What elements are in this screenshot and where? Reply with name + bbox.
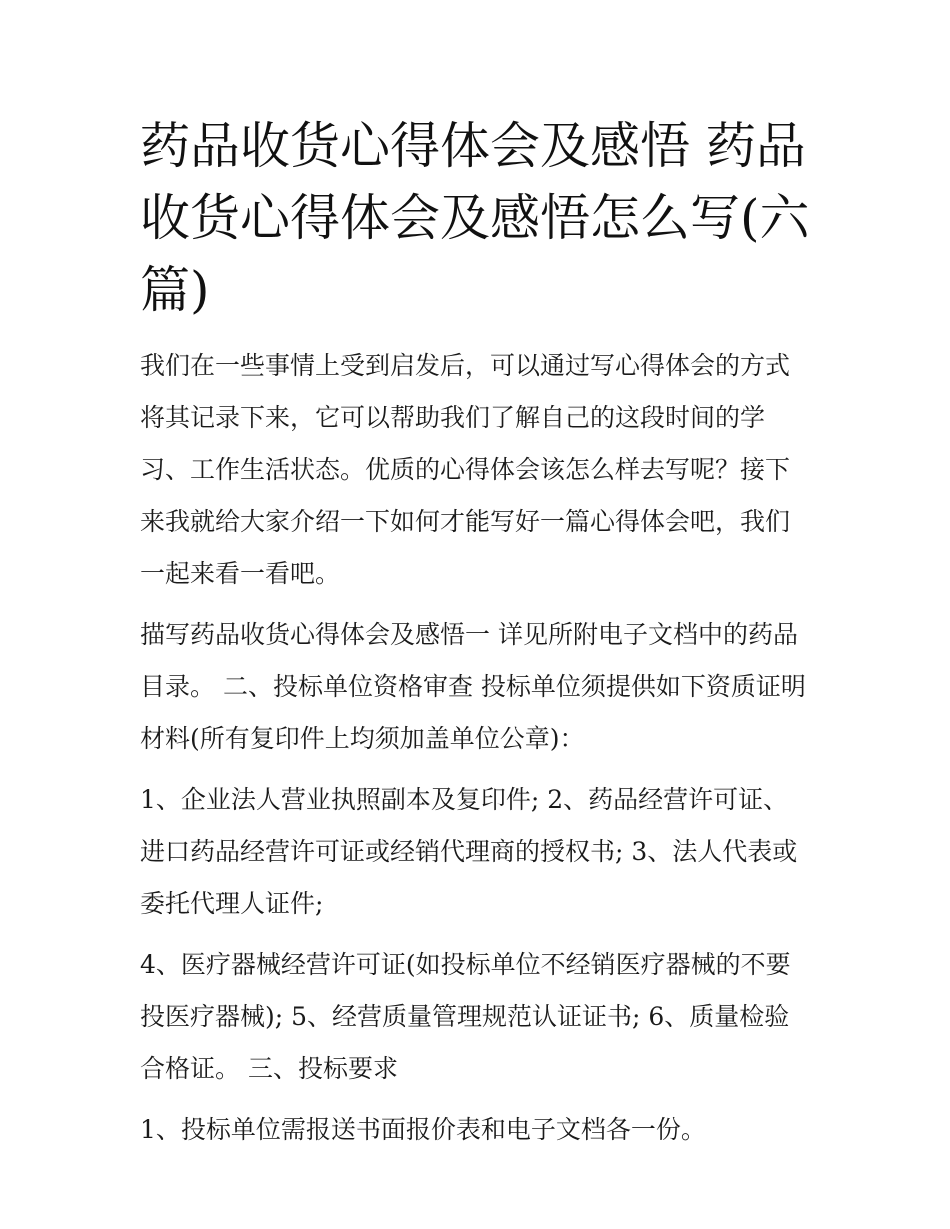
qualification-list-continued-paragraph: 4、医疗器械经营许可证(如投标单位不经销医疗器械的不要投医疗器械); 5、经营质量管理规范认证证书; 6、质量检验合格证。 三、投标要求 [140,950,791,1083]
qualification-list-paragraph: 1、企业法人营业执照副本及复印件; 2、药品经营许可证、进口药品经营许可证或经销代理商的授权书; 3、法人代表或委托代理人证件; [140,785,798,918]
document-title: 药品收货心得体会及感悟 药品收货心得体会及感悟怎么写(六篇) [140,117,810,319]
bid-requirement-paragraph: 1、投标单位需报送书面报价表和电子文档各一份。 [140,1115,706,1144]
document-body [140,110,812,1156]
section-one-paragraph: 描写药品收货心得体会及感悟一 详见所附电子文档中的药品目录。 二、投标单位资格审查 投标单位须提供如下资质证明材料(所有复印件上均须加盖单位公章)： [140,620,806,753]
intro-paragraph: 我们在一些事情上受到启发后，可以通过写心得体会的方式将其记录下来，它可以帮助我们了解自己的这段时间的学习、工作生活状态。优质的心得体会该怎么样去写呢？接下来我就给大家介绍一下如何才能写好一篇心得体会吧，我们一起来看一看吧。 [140,351,791,588]
